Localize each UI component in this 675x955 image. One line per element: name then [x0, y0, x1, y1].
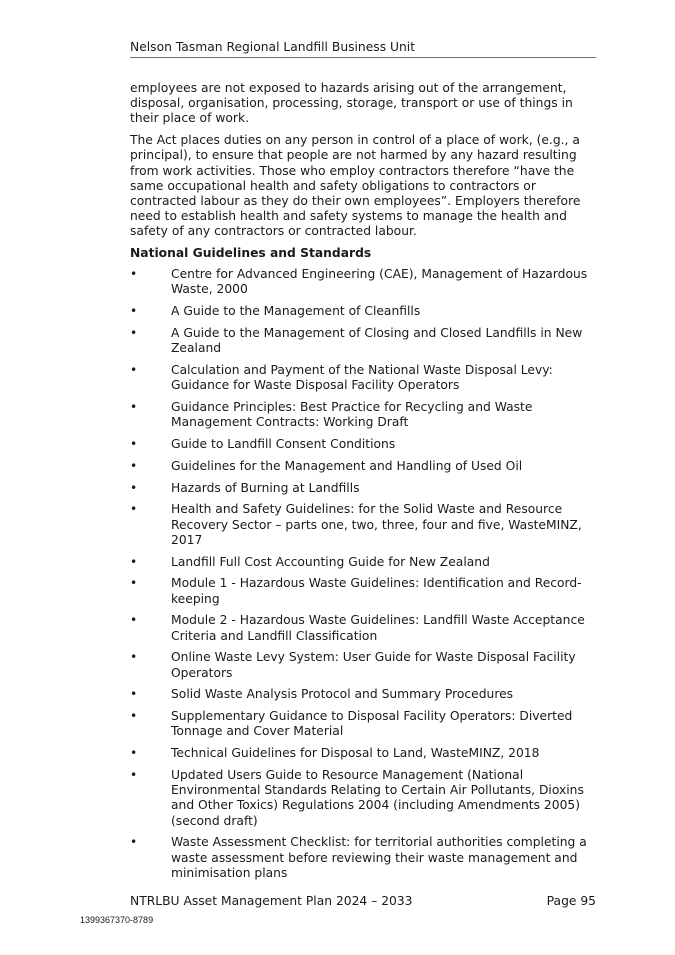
bullet-icon: •: [130, 400, 138, 415]
footer-document-title: NTRLBU Asset Management Plan 2024 – 2033: [130, 894, 413, 908]
list-item-text: Hazards of Burning at Landfills: [171, 480, 360, 495]
list-item-text: Solid Waste Analysis Protocol and Summary Procedures: [171, 687, 514, 702]
list-item: [130, 746, 598, 761]
document-id: 1399367370-8789: [80, 915, 154, 925]
body-paragraph: The Act places duties on any person in control of a place of work, (e.g., a principal), to ensure that people are not harmed by any hazard resulting from work activities. Those who employ contractors therefore “have the same occupational health and safety obligations to contractors or contracted labour as they do their own employees”. Employers therefore need to establish health and safety systems to manage the health and safety of any contractors or contracted labour.: [130, 133, 581, 239]
list-item-text: Module 1 - Hazardous Waste Guidelines: Identification and Record-keeping: [171, 576, 582, 606]
list-item-text: Calculation and Payment of the National Waste Disposal Levy: Guidance for Waste Disposal Facility Operators: [171, 363, 553, 393]
list-item: [130, 481, 598, 496]
page-footer: [130, 894, 596, 909]
list-item: [130, 267, 598, 297]
page-header: [130, 40, 596, 58]
list-item: [130, 437, 598, 452]
list-item-text: Module 2 - Hazardous Waste Guidelines: Landfill Waste Acceptance Criteria and Landfill Classification: [171, 613, 585, 643]
bullet-icon: •: [130, 576, 138, 591]
list-item: [130, 502, 598, 548]
bullet-icon: •: [130, 326, 138, 341]
list-item: [130, 576, 598, 606]
list-item: [130, 326, 598, 356]
list-item: [130, 400, 598, 430]
list-item: [130, 709, 598, 739]
section-heading: National Guidelines and Standards: [130, 246, 372, 261]
page-body: [130, 81, 598, 888]
list-item-text: A Guide to the Management of Cleanfills: [171, 304, 421, 319]
list-item-text: A Guide to the Management of Closing and Closed Landfills in New Zealand: [171, 326, 583, 356]
list-item-text: Online Waste Levy System: User Guide for Waste Disposal Facility Operators: [171, 650, 576, 680]
list-item-text: Technical Guidelines for Disposal to Land, WasteMINZ, 2018: [171, 746, 540, 761]
list-item: [130, 687, 598, 702]
body-paragraph: employees are not exposed to hazards arising out of the arrangement, disposal, organisation, processing, storage, transport or use of things in their place of work.: [130, 81, 573, 126]
bullet-icon: •: [130, 554, 138, 569]
list-item: [130, 768, 598, 829]
list-item: [130, 650, 598, 680]
list-item-text: Supplementary Guidance to Disposal Facility Operators: Diverted Tonnage and Cover Material: [171, 709, 573, 739]
bullet-icon: •: [130, 835, 138, 850]
guidelines-list: [130, 267, 598, 881]
header-title: Nelson Tasman Regional Landfill Business Unit: [130, 40, 416, 54]
bullet-icon: •: [130, 746, 138, 761]
list-item-text: Guide to Landfill Consent Conditions: [171, 437, 396, 452]
bullet-icon: •: [130, 480, 138, 495]
list-item: [130, 304, 598, 319]
bullet-icon: •: [130, 650, 138, 665]
list-item-text: Guidance Principles: Best Practice for Recycling and Waste Management Contracts: Working Draft: [171, 400, 533, 430]
bullet-icon: •: [130, 267, 138, 282]
bullet-icon: •: [130, 613, 138, 628]
list-item: [130, 363, 598, 393]
bullet-icon: •: [130, 458, 138, 473]
bullet-icon: •: [130, 687, 138, 702]
list-item-text: Centre for Advanced Engineering (CAE), Management of Hazardous Waste, 2000: [171, 267, 588, 297]
list-item-text: Updated Users Guide to Resource Management (National Environmental Standards Relating to Certain Air Pollutants, Dioxins and Other Toxics) Regulations 2004 (including Amendments 2005) (second draft): [171, 768, 584, 828]
bullet-icon: •: [130, 363, 138, 378]
list-item-text: Health and Safety Guidelines: for the Solid Waste and Resource Recovery Sector – parts one, two, three, four and five, WasteMINZ, 2017: [171, 502, 582, 547]
list-item-text: Guidelines for the Management and Handling of Used Oil: [171, 458, 523, 473]
list-item-text: Waste Assessment Checklist: for territorial authorities completing a waste assessment before reviewing their waste management and minimisation plans: [171, 835, 587, 880]
page-number: Page 95: [546, 894, 596, 908]
list-item-text: Landfill Full Cost Accounting Guide for New Zealand: [171, 554, 490, 569]
list-item: [130, 613, 598, 643]
bullet-icon: •: [130, 709, 138, 724]
list-item: [130, 459, 598, 474]
bullet-icon: •: [130, 502, 138, 517]
bullet-icon: •: [130, 304, 138, 319]
list-item: [130, 835, 598, 881]
bullet-icon: •: [130, 437, 138, 452]
bullet-icon: •: [130, 768, 138, 783]
list-item: [130, 555, 598, 570]
